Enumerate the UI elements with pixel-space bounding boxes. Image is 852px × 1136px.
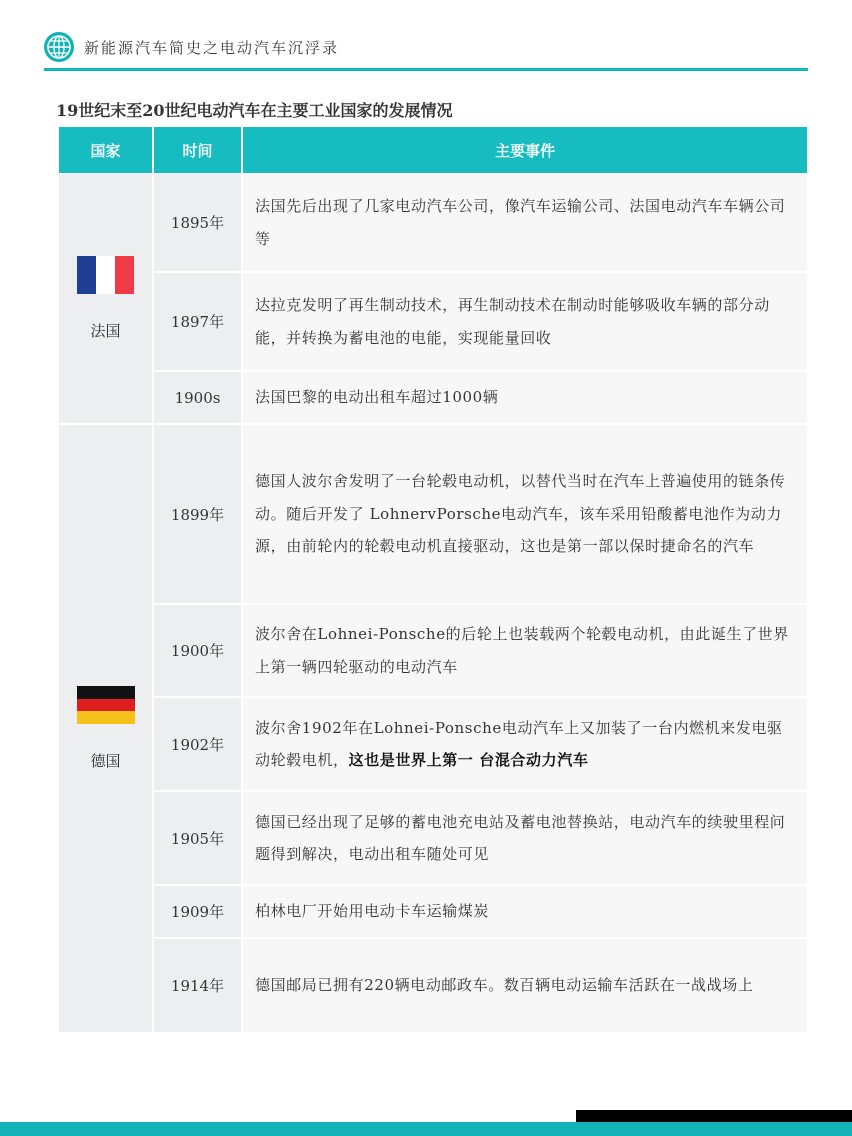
development-table [59,127,807,1032]
footer-bar-accent [0,1122,852,1136]
country-cell-germany [59,425,154,1032]
table-row [154,605,807,698]
germany-flag-icon [77,686,135,724]
year-cell: 1897年 [154,273,243,370]
year-cell: 1909年 [154,886,243,937]
country-group-germany [59,423,807,1032]
event-text: 德国人波尔舍发明了一台轮毂电动机，以替代当时在汽车上普遍使用的链条传动。随后开发了 LohnervPorsche电动汽车，该车采用铅酸蓄电池作为动力源，由前轮内的轮毂电动机直接驱动，这也是第一部以保时捷命名的汽车 [255,472,786,556]
event-text: 法国巴黎的电动出租车超过1000辆 [255,388,499,407]
event-cell [243,886,807,937]
event-cell [243,939,807,1032]
country-group-france [59,173,807,423]
table-row [154,698,807,792]
header-title: 新能源汽车简史之电动汽车沉浮录 [84,38,340,57]
event-text: 德国邮局已拥有220辆电动邮政车。数百辆电动运输车活跃在一战战场上 [255,976,754,995]
column-header-country: 国家 [59,127,154,173]
event-text: 波尔舍在Lohnei-Ponsche的后轮上也装载两个轮毂电动机，由此诞生了世界上第一辆四轮驱动的电动汽车 [255,625,789,676]
event-text [255,712,791,777]
table-row [154,886,807,939]
year-cell: 1902年 [154,698,243,790]
section-title: 19世纪末至20世纪电动汽车在主要工业国家的发展情况 [56,101,453,120]
event-cell [243,174,807,271]
event-cell [243,425,807,603]
year-cell: 1900年 [154,605,243,696]
country-name: 法国 [90,322,121,340]
event-text-bold: 这也是世界上第一 台混合动力汽车 [348,751,589,769]
country-cell-france [59,174,154,423]
table-row [154,174,807,273]
year-cell: 1900s [154,372,243,423]
year-cell: 1914年 [154,939,243,1032]
event-text: 达拉克发明了再生制动技术，再生制动技术在制动时能够吸收车辆的部分动能，并转换为蓄电池的电能，实现能量回收 [255,296,770,347]
year-cell: 1895年 [154,174,243,271]
event-cell [243,273,807,370]
event-cell [243,605,807,696]
year-cell: 1905年 [154,792,243,884]
table-row [154,792,807,886]
event-text: 法国先后出现了几家电动汽车公司，像汽车运输公司、法国电动汽车车辆公司等 [255,197,786,248]
footer-bar-dark [576,1110,852,1122]
header-divider [44,68,808,71]
table-row [154,939,807,1032]
event-cell [243,698,807,790]
column-header-time: 时间 [154,127,243,173]
column-header-events: 主要事件 [494,141,555,160]
year-cell: 1899年 [154,425,243,603]
table-row [154,425,807,605]
table-row [154,273,807,372]
event-cell [243,792,807,884]
table-row [154,372,807,423]
table-header [59,127,807,173]
globe-logo-icon [44,32,74,62]
event-cell [243,372,807,423]
event-text-normal: 波尔舍1902年在Lohnei-Ponsche电动汽车上又加装了一台内燃机来发电驱动轮毂电机， [255,718,783,769]
page-header [44,30,339,64]
country-name: 德国 [90,752,121,770]
event-text: 德国已经出现了足够的蓄电池充电站及蓄电池替换站，电动汽车的续驶里程问题得到解决，电动出租车随处可见 [255,812,786,863]
event-text: 柏林电厂开始用电动卡车运输煤炭 [255,902,490,921]
france-flag-icon [77,256,135,294]
